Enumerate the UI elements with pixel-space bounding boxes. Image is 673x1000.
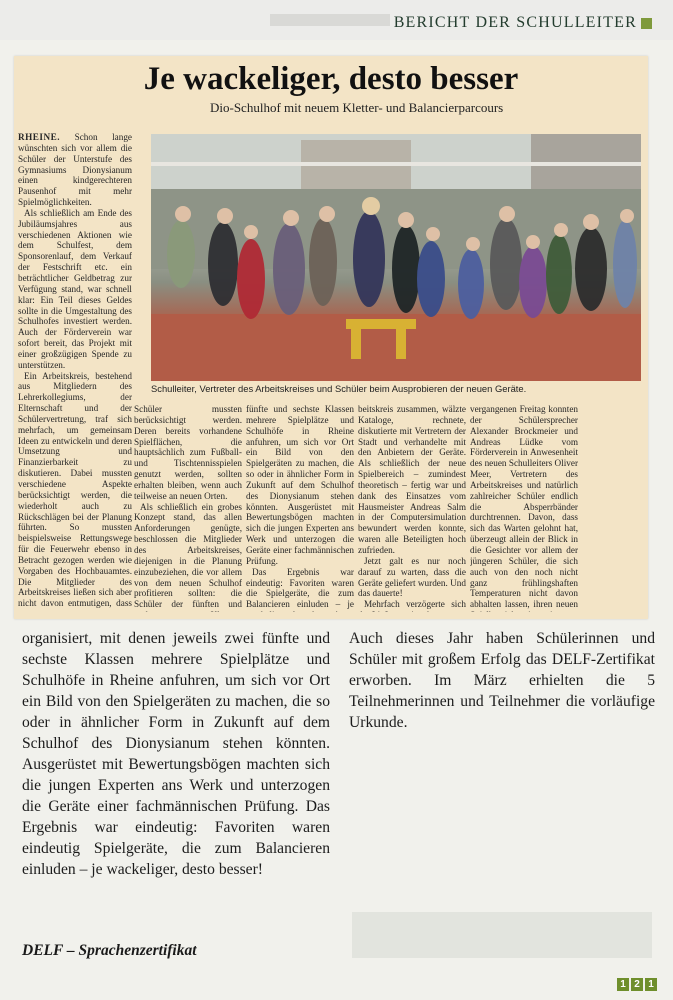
page-digit: 1 bbox=[617, 978, 629, 991]
paragraph: Schon lange wünschten sich vor allem die Schüler der Unterstufe des Gymnasiums Dionysianum einen kindgerechteren Pausenhof mit mehr Spielmöglichkeiten. bbox=[18, 132, 132, 208]
newspaper-clipping bbox=[14, 56, 648, 619]
page-digit: 2 bbox=[631, 978, 643, 991]
paragraph: Auch dieses Jahr haben Schülerinnen und Schüler mit großem Erfolg das DELF-Zertifikat erworben. Im März erhielten die 5 Teilnehmerinnen und Teilnehmer die vorläufige Urkunde. bbox=[349, 630, 655, 731]
section-heading: DELF – Sprachenzertifikat bbox=[22, 942, 197, 959]
paragraph: beitskreis zusammen, wälzte Kataloge, rechnete, diskutierte mit Vertretern der Stadt und verhandelte mit den Anbietern der Geräte. Als schließlich der neue Spielbereich – zumindest theoretisch – fertig war und dank des Einsatzes vom Hausmeister Andreas Salm in der Computersimulation bewundert werden konnte, waren alle Beteiligten hoch zufrieden. bbox=[358, 404, 466, 555]
page-number bbox=[617, 978, 657, 991]
paragraph: Ein Arbeitskreis, bestehend aus Mitgliedern des Lehrerkollegiums, der Elternschaft und der Schülervertretung, traf sich mehrfach, um gemeinsam Ideen zu entwickeln und deren Umsetzung und Finanzierbarkeit zu diskutieren. Dabei mussten verschiedene Aspekte berücksichtigt werden, die wiederholt auch zu Rückschlägen bei der Planung führten. So mussten beispielsweise Rettungswege für die Feuerwehr ebenso in Betracht gezogen werden wie Vorgaben des Hochbauamtes. Die Mitglieder des Arbeitskreises ließen sich aber nicht davon entmutigen, dass bbox=[18, 370, 132, 609]
paragraph: organisiert, mit denen jeweils zwei fünfte und sechste Klassen mehrere Spielplätze und Schulhöfe in Rheine anfuhren, um sich vor Ort ein Bild von den Spielgeräten zu machen, die so oder in ähnlicher Form in Zukunft auf dem Schulhof des Dionysianum stehen könnten. Ausgerüstet mit Bewertungsbögen machten sich die jungen Experten ans Werk und unterzogen die Geräte einer fachmännischen Prüfung. Das Ergebnis war eindeutig: Favoriten waren eindeutig Spielgeräte, die zum Balancieren einluden – je wackeliger, desto besser! bbox=[22, 630, 330, 878]
paragraph: Als schließlich am Ende des Jubiläumsjahres aus verschiedenen Aktionen wie dem Schulfest, dem Sponsorenlauf, dem Verkauf der Festschrift etc. ein beträchtlicher Geldbetrag zur Verfügung stand, war schnell klar: Ein Teil dieses Geldes sollte in die Umgestaltung des Schulhofes investiert werden. Auch der Förderverein war sofort bereit, das Projekt mit einer großzügigen Spende zu unterstützen. bbox=[18, 207, 132, 370]
paragraph: Das Ergebnis war eindeutig: Favoriten waren die Spielgeräte, die zum Balancieren einluden – je bbox=[246, 566, 354, 610]
page-header bbox=[0, 0, 673, 40]
dateline: RHEINE. bbox=[18, 132, 61, 142]
body-text-left bbox=[22, 628, 330, 880]
article-column-3 bbox=[246, 404, 354, 612]
paragraph: vergangenen Freitag konnten der Schülersprecher Alexander Brockmeier und Andreas Lüdke vom Förderverein in Anwesenheit des neuen Schulleiters Oliver Meer, Vertretern des Arbeitskreises und natürlich zahlreicher Schüler endlich die Absperrbänder durchtrennen. Davon, dass sich das Warten gelohnt hat, überzeugt allein der Blick in die Gesichter vor allem der jüngeren Schüler, die sich auch von den noch nicht ganz frühlingshaften Temperaturen nicht davon abhalten lassen, ihren neuen bbox=[470, 404, 578, 610]
article-column-4 bbox=[358, 404, 466, 612]
article-headline: Je wackeliger, desto besser bbox=[143, 61, 519, 97]
section-title: BERICHT DER SCHULLEITER bbox=[393, 14, 637, 31]
article-column-1 bbox=[18, 132, 132, 610]
header-ghost-text bbox=[270, 14, 390, 26]
article-column-5 bbox=[470, 404, 578, 612]
paragraph: Mehrfach verzögerte sich bbox=[364, 599, 466, 610]
paragraph: Jetzt galt es nur noch darauf zu warten, dass die Geräte geliefert wurden. Und das dauerte! bbox=[358, 555, 466, 599]
faint-bleedthrough-box bbox=[352, 912, 652, 958]
paragraph: Als schließlich ein grobes Konzept stand, das allen Anforderungen genügte, beschlossen die Mitglieder des Arbeitskreises, diejenigen in die Planung einzubeziehen, die vor allem von dem neuen Schulhof profitieren sollten: die Schüler der fünften und bbox=[134, 501, 242, 610]
paragraph: Schüler mussten berücksichtigt werden. Deren bereits vorhandene Spielflächen, die hauptsächlich zum Fußball- und Tischtennisspielen genutzt werden, sollten erhalten bleiben, wenn auch teilweise an neuen Orten. bbox=[134, 404, 242, 501]
article-subheadline: Dio-Schulhof mit neuem Kletter- und Balancierparcours bbox=[210, 100, 504, 115]
paragraph: fünfte und sechste Klassen mehrere Spielplätze und Schulhöfe in Rheine anfuhren, um sich vor Ort ein Bild von den Spielgeräten zu machen, die so oder in ähnlicher Form in Zukunft auf dem Schulhof des Dionysianum stehen könnten. Ausgerüstet mit Bewertungsbögen machten sich die jungen Experten ans Werk und unterzogen die Geräte einer fachmännischen Prüfung. bbox=[246, 404, 354, 566]
page-digit: 1 bbox=[645, 978, 657, 991]
group-photo bbox=[151, 134, 641, 381]
article-column-2 bbox=[134, 404, 242, 612]
section-marker-icon bbox=[641, 18, 652, 29]
photo-caption: Schulleiter, Vertreter des Arbeitskreises und Schüler beim Ausprobieren der neuen Geräte. bbox=[151, 383, 527, 394]
body-text-right bbox=[349, 628, 655, 733]
